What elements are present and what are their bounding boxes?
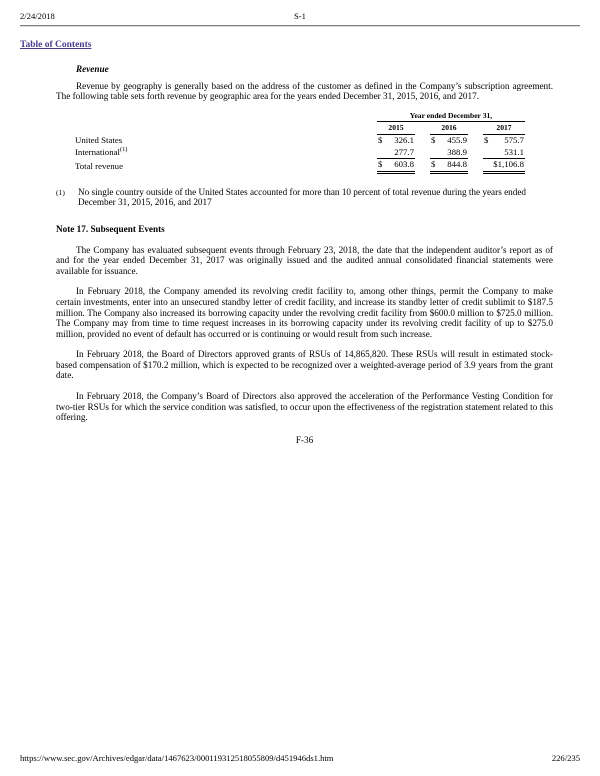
column-header-2015: 2015	[377, 122, 415, 135]
cell-intl-2017: 531.1	[483, 147, 525, 159]
table-span-header-row	[56, 110, 525, 122]
table-of-contents-link[interactable]: Table of Contents	[20, 40, 92, 50]
subsequent-events-paragraph-2: In February 2018, the Company amended its revolving credit facility to, among other things, permit the Company to make certain investments, enter into an unsecured standby letter of credit facility, and increase its standby letter of credit sublimit to $187.5 million. The Company also increased its borrowing capacity under the revolving credit facility from $600.0 million to $725.0 million. The Company may from time to time request increases in its borrowing capacity under its revolving credit facility of up to $275.0 million, provided no event of default has occurred or is continuing or would result from such increase.	[56, 286, 553, 339]
cell-us-2016: $ 455.9	[430, 134, 467, 145]
row-label: International$^{(1)}$	[75, 146, 128, 158]
cell-us-2017: $ 575.7	[483, 134, 524, 145]
table-row-total-revenue	[56, 159, 525, 173]
revenue-heading: Revenue	[76, 64, 109, 74]
table-row-international	[56, 147, 525, 159]
subsequent-events-paragraph-4: In February 2018, the Company’s Board of Directors also approved the acceleration of the Performance Vesting Condition for two-tier RSUs for which the service condition was satisfied, to occur upon the effectiveness of the registration statement related to this offering.	[56, 391, 553, 423]
cell-total-2015: $ 603.8	[377, 159, 415, 173]
footnote-marker: (1)	[56, 187, 65, 197]
page-indicator: 226/235	[551, 753, 580, 763]
year-span-header: Year ended December 31,	[377, 110, 525, 122]
cell-intl-2015: 277.7	[377, 147, 415, 159]
footnote-text: No single country outside of the United States accounted for more than 10 percent of total revenue during the years ended December 31, 2015, 2016, and 2017	[78, 186, 527, 208]
revenue-intro-paragraph: Revenue by geography is generally based on the address of the customer as defined in the Company’s subscription agreement. The following table sets forth revenue by geographic area for the years ended December 31, 2015, 2016, and 2017.	[56, 80, 553, 102]
note-17-heading: Note 17. Subsequent Events	[56, 223, 165, 234]
print-header	[20, 11, 580, 21]
row-label: United States	[75, 134, 123, 145]
source-url: https://www.sec.gov/Archives/edgar/data/1467623/000119312518055809/d451946ds1.htm	[20, 753, 334, 763]
document-type-label: S-1	[294, 11, 306, 21]
filing-content	[56, 62, 553, 445]
table-row-united-states	[56, 134, 525, 146]
cell-total-2016: $ 844.8	[430, 159, 468, 173]
row-label: Total revenue	[75, 160, 123, 171]
column-header-2017: 2017	[483, 122, 525, 135]
footnote-1	[56, 187, 553, 208]
revenue-by-geography-table	[56, 110, 525, 174]
header-rule	[20, 25, 580, 27]
cell-total-2017: $1,106.8	[483, 159, 525, 173]
cell-us-2015: $ 326.1	[377, 134, 414, 145]
print-date: 2/24/2018	[20, 11, 55, 21]
cell-intl-2016: 388.9	[430, 147, 468, 159]
footnote-ref: (1)	[119, 146, 128, 154]
column-header-2016: 2016	[430, 122, 468, 135]
subsequent-events-paragraph-3: In February 2018, the Board of Directors approved grants of RSUs of 14,865,820. These RSUs will result in estimated stock-based compensation of $170.2 million, which is expected to be recognized over a weighted-average period of 3.9 years from the grant date.	[56, 349, 553, 381]
print-footer	[20, 753, 580, 763]
subsequent-events-paragraph-1: The Company has evaluated subsequent events through February 23, 2018, the date that the independent auditor’s report as of and for the year ended December 31, 2017 was originally issued and the audited annual consolidated financial statements were available for issuance.	[56, 244, 553, 276]
table-year-header-row	[56, 122, 525, 135]
financial-statement-page-number: F-36	[295, 434, 314, 445]
